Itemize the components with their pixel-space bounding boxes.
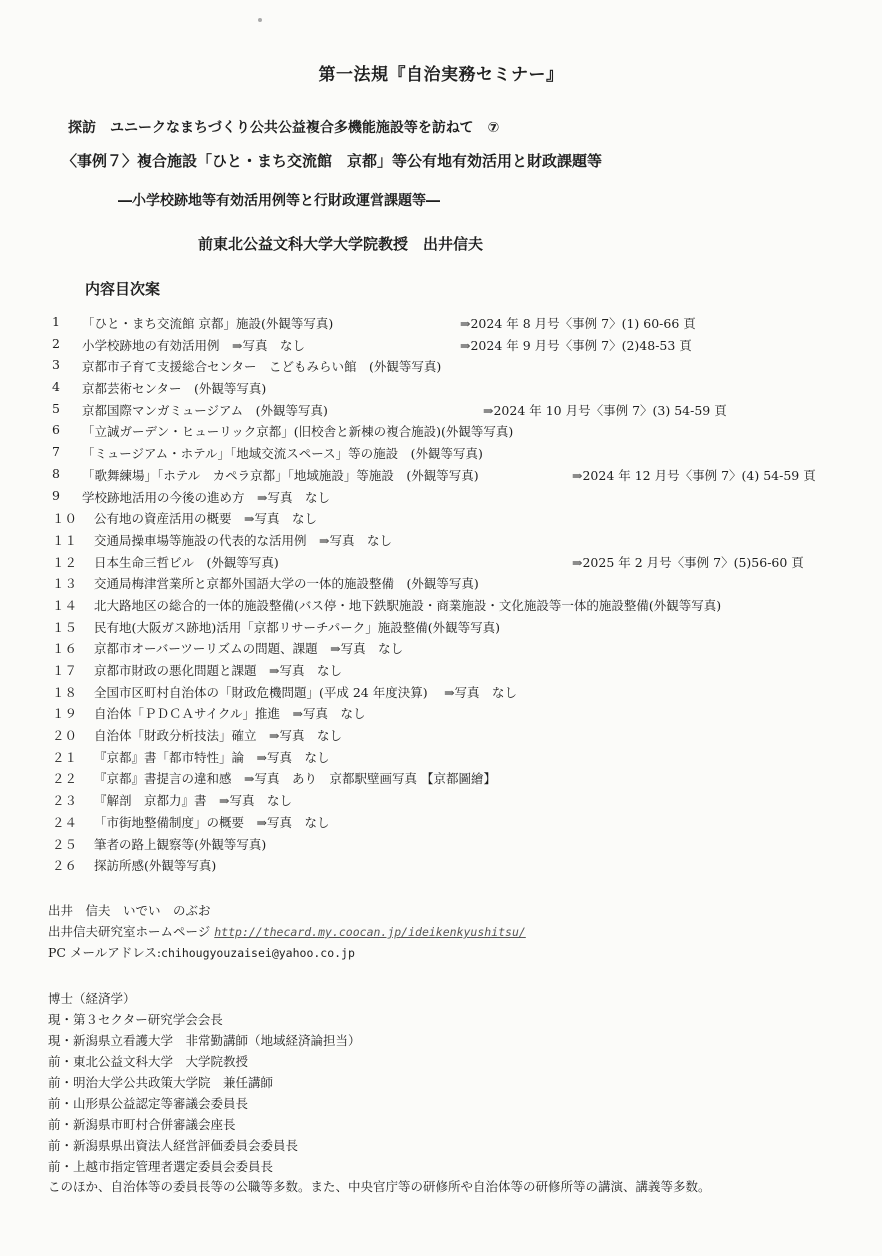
toc-item-reference: ⇒2024 年 12 月号〈事例 7〉(4) 54-59 頁	[572, 467, 816, 483]
toc-item-number: １０	[52, 511, 78, 527]
toc-item-text: 『解剖 京都力』書 ⇒写真 なし	[94, 793, 292, 809]
toc-heading: 内容目次案	[85, 280, 161, 298]
toc-item-reference: ⇒2025 年 2 月号〈事例 7〉(5)56-60 頁	[572, 554, 804, 570]
toc-item-number: 4	[52, 379, 60, 395]
homepage-line	[48, 921, 848, 942]
toc-item-text: 「ひと・まち交流館 京都」施設(外観等写真)	[82, 316, 334, 331]
career-item: 現・第３セクター研究学会会長	[48, 1012, 223, 1027]
career-item: 現・新潟県立看護大学 非常勤講師（地域経済論担当）	[48, 1033, 361, 1048]
toc-item-number: １３	[52, 576, 78, 592]
career-block	[48, 988, 848, 1195]
scan-speck	[258, 18, 262, 22]
toc-item-text: 「歌舞練場」「ホテル カペラ京都」「地域施設」等施設 (外観等写真)	[82, 467, 479, 483]
career-item: 前・新潟県県出資法人経営評価委員会委員長	[48, 1138, 299, 1153]
toc-item-text: 日本生命三哲ビル (外観等写真)	[94, 554, 279, 570]
toc-item-reference: ⇒2024 年 8 月号〈事例 7〉(1) 60-66 頁	[460, 316, 696, 331]
toc-item	[0, 811, 882, 833]
case-title: 〈事例７〉複合施設「ひと・まち交流館 京都」等公有地有効活用と財政課題等	[62, 152, 603, 170]
toc-item-text: 公有地の資産活用の概要 ⇒写真 なし	[94, 511, 317, 527]
toc-item	[0, 637, 882, 659]
toc-item-reference: ⇒2024 年 10 月号〈事例 7〉(3) 54-59 頁	[483, 402, 727, 418]
career-item: 前・東北公益文科大学 大学院教授	[48, 1054, 249, 1069]
toc-item-text: 自治体「ＰＤＣＡサイクル」推進 ⇒写真 なし	[94, 706, 366, 722]
toc-item	[0, 529, 882, 551]
contact-block	[48, 900, 848, 963]
toc-item	[0, 486, 882, 508]
toc-item-text: 京都市子育て支援総合センター こどもみらい館 (外観等写真)	[82, 359, 442, 375]
toc-item-number: １４	[52, 597, 78, 613]
toc-item-text: 小学校跡地の有効活用例 ⇒写真 なし	[82, 337, 305, 353]
toc-item-number: 6	[52, 422, 60, 438]
email-label: PC メールアドレス:	[48, 945, 162, 960]
toc-item	[0, 442, 882, 464]
toc-item	[0, 464, 882, 486]
toc-item-text: 京都市オーバーツーリズムの問題、課題 ⇒写真 なし	[94, 641, 404, 657]
toc-item-number: 7	[52, 444, 60, 460]
toc-item-text: 交通局梅津営業所と京都外国語大学の一体的施設整備 (外観等写真)	[94, 576, 479, 592]
toc-item	[0, 724, 882, 746]
toc-item-text: 自治体「財政分析技法」確立 ⇒写真 なし	[94, 728, 342, 744]
toc-item-number: 2	[52, 335, 60, 351]
toc-item-number: １７	[52, 663, 78, 678]
toc-item	[0, 767, 882, 789]
toc-item-text: 交通局操車場等施設の代表的な活用例 ⇒写真 なし	[94, 532, 392, 548]
toc-item	[0, 789, 882, 811]
toc-item	[0, 746, 882, 768]
toc-item	[0, 420, 882, 442]
toc-item-text: 京都市財政の悪化問題と課題 ⇒写真 なし	[94, 663, 342, 678]
subtitle: ―小学校跡地等有効活用例等と行財政運営課題等―	[118, 193, 440, 209]
toc-item-text: 京都芸術センター (外観等写真)	[82, 381, 267, 397]
homepage-link[interactable]: http://thecard.my.coocan.jp/ideikenkyushitsu/	[214, 925, 526, 939]
series-line: 探訪 ユニークなまちづくり公共公益複合多機能施設等を訪ねて ⑦	[68, 120, 500, 136]
toc-item-number: １８	[52, 684, 78, 700]
career-item: 前・新潟県市町村合併審議会座長	[48, 1117, 236, 1132]
toc-item-reference: ⇒2024 年 9 月号〈事例 7〉(2)48-53 頁	[460, 337, 692, 353]
toc-item	[0, 355, 882, 377]
toc-item-number: ２３	[52, 793, 78, 809]
author-name: 出井 信夫 いでい のぶお	[48, 903, 211, 918]
email-line	[48, 942, 848, 963]
toc-item	[0, 659, 882, 681]
toc-item-number: ２１	[52, 749, 78, 765]
toc-list	[0, 312, 882, 876]
email-address[interactable]: chihougyouzaisei@yahoo.co.jp	[161, 946, 355, 960]
toc-item-text: 全国市区町村自治体の「財政危機問題」(平成 24 年度決算) ⇒写真 なし	[94, 684, 518, 700]
toc-item	[0, 702, 882, 724]
toc-item-text: 「ミュージアム・ホテル」「地域交流スペース」等の施設 (外観等写真)	[82, 446, 483, 462]
toc-item-text: 「市街地整備制度」の概要 ⇒写真 なし	[94, 814, 330, 830]
toc-item	[0, 399, 882, 421]
closing-note: このほか、自治体等の委員長等の公職等多数。また、中央官庁等の研修所や自治体等の研修所等の講演、講義等多数。	[48, 1179, 711, 1194]
author-line: 前東北公益文科大学大学院教授 出井信夫	[198, 235, 484, 253]
journal-title: 第一法規『自治実務セミナー』	[318, 65, 564, 85]
toc-item-text: 『京都』書提言の違和感 ⇒写真 あり 京都駅壁画写真 【京都圖繪】	[94, 771, 496, 787]
toc-item-text: 『京都』書「都市特性」論 ⇒写真 なし	[94, 749, 330, 765]
toc-item	[0, 507, 882, 529]
toc-item-text: 北大路地区の総合的一体的施設整備(バス停・地下鉄駅施設・商業施設・文化施設等一体的施設整備(外観等写真)	[94, 597, 722, 613]
toc-item-number: ２６	[52, 858, 78, 874]
toc-item-number: ２５	[52, 836, 78, 852]
toc-item	[0, 854, 882, 876]
toc-item	[0, 334, 882, 356]
degree: 博士（経済学）	[48, 991, 136, 1006]
toc-item-text: 筆者の路上観察等(外観等写真)	[94, 836, 267, 852]
toc-item-number: １５	[52, 619, 78, 635]
toc-item-number: 1	[52, 314, 60, 329]
toc-item-number: １１	[52, 532, 78, 548]
toc-item-number: １９	[52, 706, 78, 722]
toc-item-number: ２０	[52, 728, 78, 744]
toc-item-text: 学校跡地活用の今後の進め方 ⇒写真 なし	[82, 489, 330, 505]
homepage-label: 出井信夫研究室ホームページ	[48, 924, 211, 939]
toc-item-number: 9	[52, 487, 60, 503]
toc-item-number: ２４	[52, 814, 78, 830]
toc-item	[0, 833, 882, 855]
toc-item	[0, 572, 882, 594]
toc-item-number: １２	[52, 554, 78, 570]
toc-item	[0, 681, 882, 703]
toc-item-text: 京都国際マンガミュージアム (外観等写真)	[82, 402, 328, 418]
toc-item	[0, 616, 882, 638]
toc-item-number: １６	[52, 641, 78, 657]
career-item: 前・明治大学公共政策大学院 兼任講師	[48, 1075, 274, 1090]
toc-item	[0, 377, 882, 399]
toc-item-number: 8	[52, 465, 60, 481]
toc-item	[0, 594, 882, 616]
toc-item-text: 民有地(大阪ガス跡地)活用「京都リサーチパーク」施設整備(外観等写真)	[94, 619, 501, 635]
career-item: 前・山形県公益認定等審議会委員長	[48, 1096, 249, 1111]
toc-item-text: 「立誠ガーデン・ヒューリック京都」(旧校舎と新棟の複合施設)(外観等写真)	[82, 424, 514, 440]
career-list	[48, 1009, 848, 1177]
toc-item	[0, 551, 882, 573]
career-item: 前・上越市指定管理者選定委員会委員長	[48, 1159, 274, 1174]
toc-item-number: 5	[52, 400, 60, 416]
toc-item-text: 探訪所感(外観等写真)	[94, 858, 217, 874]
toc-item	[0, 312, 882, 334]
toc-item-number: ２２	[52, 771, 78, 787]
toc-item-number: 3	[52, 357, 60, 373]
